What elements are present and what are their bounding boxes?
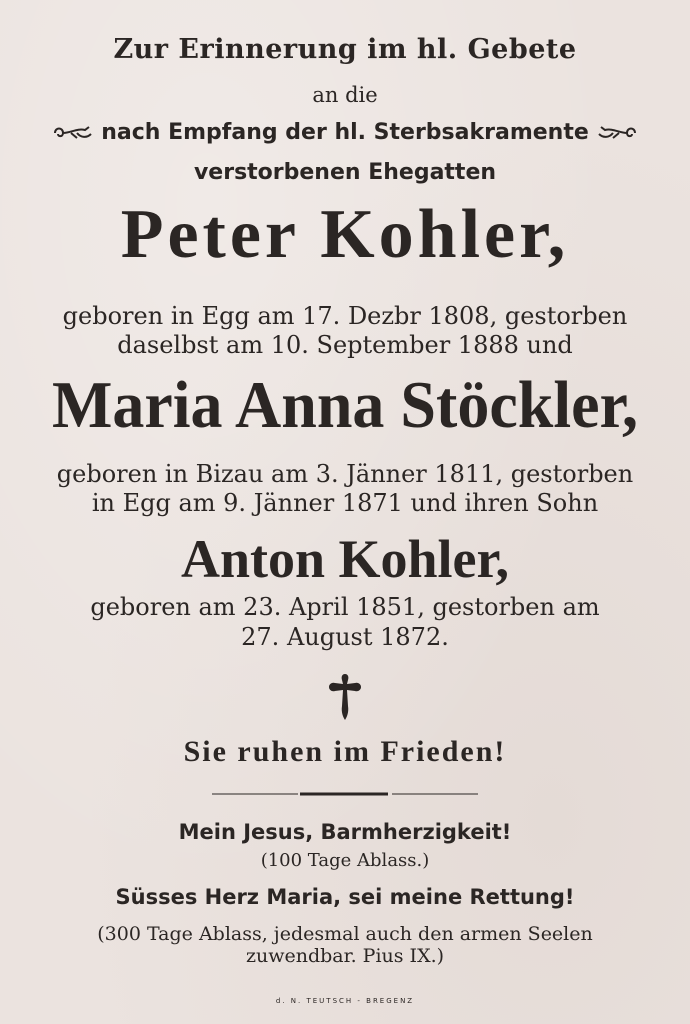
prayer-line: Süsses Herz Maria, sei meine Rettung! — [115, 885, 575, 909]
verstorbenen-text: verstorbenen Ehegatten — [193, 160, 497, 185]
indulgence-note: zuwendbar. Pius IX.) — [245, 945, 445, 967]
person-detail-line: 27. August 1872. — [241, 623, 449, 651]
memorial-title: Zur Erinnerung im hl. Gebete — [113, 34, 577, 65]
person-name-maria: Maria Anna Stöckler, — [51, 367, 639, 442]
person-name-anton: Anton Kohler, — [180, 529, 510, 589]
scroll-ornament-icon — [51, 124, 93, 142]
person-detail-line: geboren in Egg am 17. Dezbr 1808, gestorben — [62, 302, 628, 330]
rest-in-peace-text: Sie ruhen im Frieden! — [183, 735, 507, 768]
person-detail-line: daselbst am 10. September 1888 und — [117, 331, 573, 359]
indulgence-note: (100 Tage Ablass.) — [260, 850, 430, 871]
person-detail-line: geboren in Bizau am 3. Jänner 1811, gestorben — [56, 460, 634, 488]
an-die-text: an die — [312, 83, 378, 107]
person-detail-line: in Egg am 9. Jänner 1871 und ihren Sohn — [91, 489, 599, 517]
person-detail-line: geboren am 23. April 1851, gestorben am — [90, 593, 600, 621]
person-name-peter: Peter Kohler, — [120, 196, 570, 273]
cross-icon — [325, 670, 365, 722]
prayer-line: Mein Jesus, Barmherzigkeit! — [178, 820, 512, 844]
indulgence-note: (300 Tage Ablass, jedesmal auch den armen Seelen — [97, 923, 593, 945]
scroll-ornament-icon — [597, 124, 639, 142]
empfang-line — [0, 122, 690, 144]
empfang-text: nach Empfang der hl. Sterbsakramente — [101, 120, 589, 145]
divider-rule — [212, 790, 478, 798]
printer-imprint: d. N. TEUTSCH - BREGENZ — [275, 997, 415, 1005]
